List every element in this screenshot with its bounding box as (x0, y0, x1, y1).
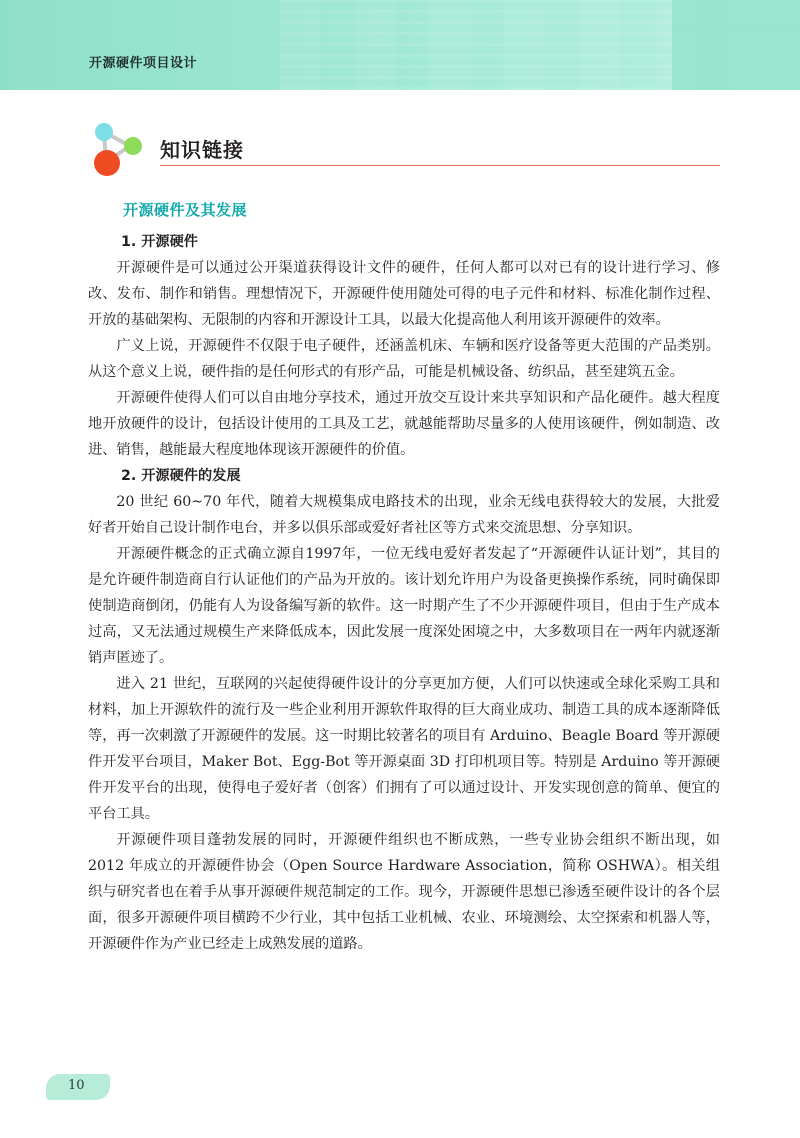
paragraph-1: 开源硬件是可以通过公开渠道获得设计文件的硬件，任何人都可以对已有的设计进行学习、修改、发布、制作和销售。理想情况下，开源硬件使用随处可得的电子元件和材料、标准化制作过程、开放的基础架构、无限制的内容和开源设计工具，以最大化提高他人利用该开源硬件的效率。 (88, 260, 720, 328)
heading-development: 2. 开源硬件的发展 (121, 468, 241, 484)
paragraph-4: 20 世纪 60~70 年代，随着大规模集成电路技术的出现，业余无线电获得较大的发展，大批爱好者开始自己设计制作电台，并多以俱乐部或爱好者社区等方式来交流思想、分享知识。 (88, 494, 720, 536)
paragraph-6: 进入 21 世纪，互联网的兴起使得硬件设计的分享更加方便，人们可以快速或全球化采购工具和材料，加上开源软件的流行及一些企业利用开源软件取得的巨大商业成功、制造工具的成本逐渐降低等，再一次刺激了开源硬件的发展。这一时期比较著名的项目有 Arduino、Beagle Board 等开源硬件开发平台项目，Maker Bot、Egg-Bot 等开源桌面 3D 打印机项目等。特别是 Arduino 等开源硬件开发平台的出现，使得电子爱好者（创客）们拥有了可以通过设计、开发实现创意的简单、便宜的平台工具。 (88, 676, 720, 822)
paragraph-3: 开源硬件使得人们可以自由地分享技术，通过开放交互设计来共享知识和产品化硬件。越大程度地开放硬件的设计，包括设计使用的工具及工艺，就越能帮助尽量多的人使用该硬件，例如制造、改进、销售，越能最大程度地体现该开源硬件的价值。 (88, 390, 720, 458)
header-band (0, 0, 800, 90)
section-header (88, 120, 720, 178)
book-title: 开源硬件项目设计 (89, 56, 198, 71)
page-number: 10 (68, 1078, 85, 1093)
header-corner-block (672, 0, 800, 90)
paragraph-5: 开源硬件概念的正式确立源自1997年，一位无线电爱好者发起了“开源硬件认证计划”，其目的是允许硬件制造商自行认证他们的产品为开放的。该计划允许用户为设备更换操作系统，同时确保即使制造商倒闭，仍能有人为设备编写新的软件。这一时期产生了不少开源硬件项目，但由于生产成本过高，又无法通过规模生产来降低成本，因此发展一度深处困境之中，大多数项目在一两年内就逐渐销声匿迹了。 (88, 546, 720, 666)
paragraph-2: 广义上说，开源硬件不仅限于电子硬件，还涵盖机床、车辆和医疗设备等更大范围的产品类别。从这个意义上说，硬件指的是任何形式的有形产品，可能是机械设备、纺织品，甚至建筑五金。 (88, 338, 720, 380)
heading-open-source-hardware: 1. 开源硬件 (121, 234, 198, 250)
knowledge-link-icon (88, 120, 158, 178)
article-body (88, 229, 720, 957)
section-title: 知识链接 (160, 138, 244, 162)
subsection-title: 开源硬件及其发展 (123, 201, 248, 219)
section-divider (160, 165, 720, 166)
paragraph-7: 开源硬件项目蓬勃发展的同时，开源硬件组织也不断成熟，一些专业协会组织不断出现，如 2012 年成立的开源硬件协会（Open Source Hardware Association，简称 OSHWA）。相关组织与研究者也在着手从事开源硬件规范制定的工作。现今，开源硬件思想已渗透至硬件设计的各个层面，很多开源硬件项目横跨不少行业，其中包括工业机械、农业、环境测绘、太空探索和机器人等，开源硬件作为产业已经走上成熟发展的道路。 (88, 832, 720, 952)
